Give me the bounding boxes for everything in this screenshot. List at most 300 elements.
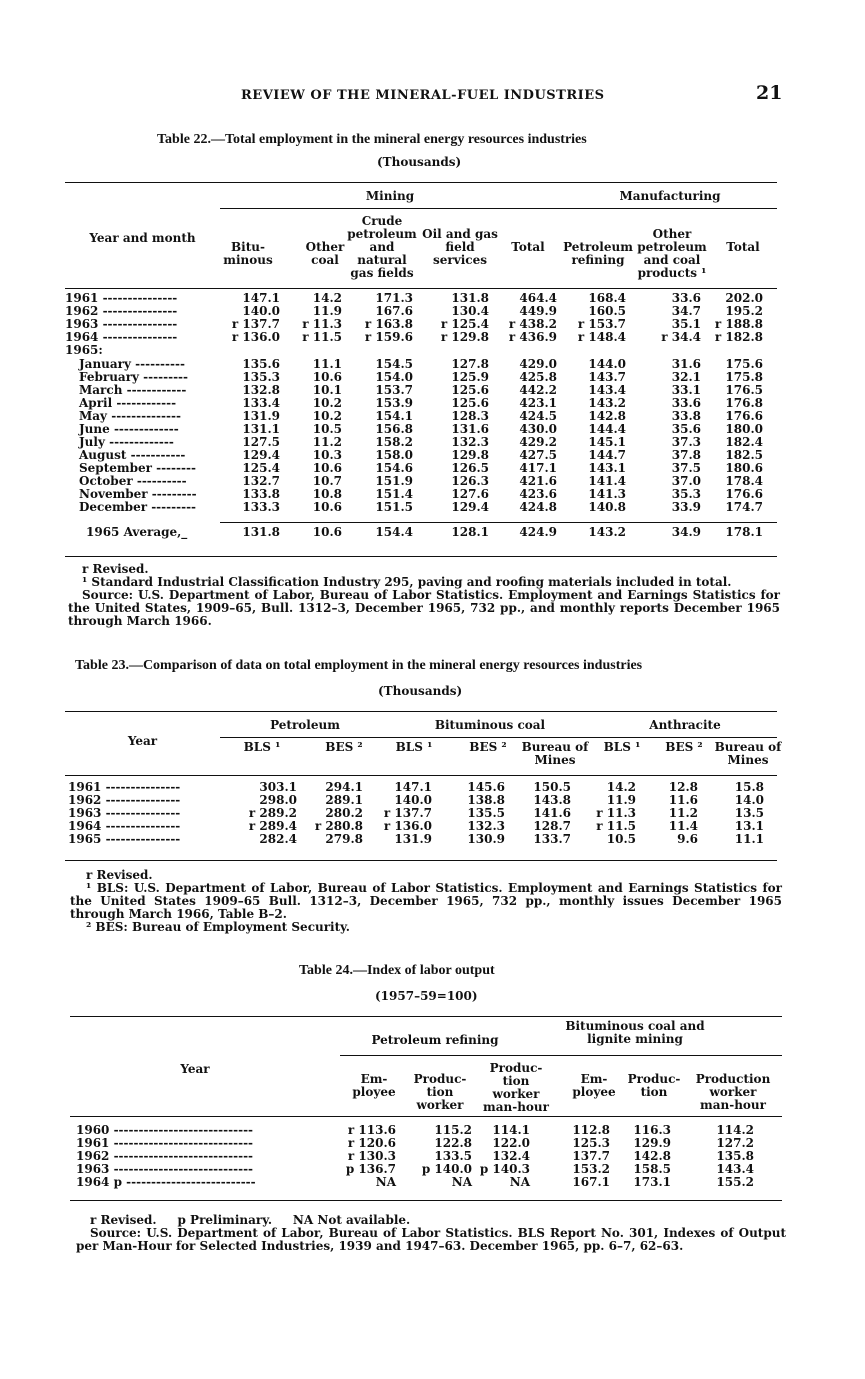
table22-cell: 10.8 <box>312 487 342 501</box>
table22-group-manufacturing: Manufacturing <box>619 189 721 203</box>
table24-cell: 122.0 <box>492 1136 530 1150</box>
table22-cell: 160.5 <box>588 304 626 318</box>
table22-cell: 10.6 <box>312 461 342 475</box>
table23-subtitle: (Thousands) <box>378 684 463 698</box>
table22-cell: 425.8 <box>519 370 557 384</box>
table22-cell: 10.6 <box>312 370 342 384</box>
table24-header-rule <box>70 1116 782 1117</box>
table24-row-label: 1964 p -------------------------- <box>76 1175 256 1189</box>
table24-row-label: 1963 ---------------------------- <box>76 1162 254 1176</box>
table22-col-header-7: Other petroleum and coal products ¹ <box>637 227 707 280</box>
table22-cell: 126.3 <box>451 474 489 488</box>
table22-cell: 130.4 <box>451 304 489 318</box>
table23-cell: r 289.2 <box>248 806 297 820</box>
table24-col-header-5: Produc- tion <box>627 1072 681 1099</box>
table24-row-label: 1962 ---------------------------- <box>76 1149 254 1163</box>
table22-cell: 144.4 <box>588 422 626 436</box>
table22-note-revised: r Revised. <box>82 562 149 576</box>
table24-row-label: 1961 ---------------------------- <box>76 1136 254 1150</box>
table24-cell: p 136.7 <box>345 1162 396 1176</box>
table22-cell: 37.3 <box>671 435 701 449</box>
table22-cell: 154.5 <box>375 357 413 371</box>
table22-cell: 10.2 <box>312 396 342 410</box>
table24-cell: p 140.3 <box>479 1162 530 1176</box>
table24-notes <box>76 1214 786 1253</box>
table22-cell: 11.9 <box>312 304 342 318</box>
table23-group-bituminous: Bituminous coal <box>434 718 546 732</box>
table22-cell: 153.7 <box>375 383 413 397</box>
table22-cell: 158.2 <box>375 435 413 449</box>
table22-cell: r 129.8 <box>440 330 489 344</box>
table22-cell: 35.1 <box>671 317 701 331</box>
table22-cell: 178.4 <box>725 474 763 488</box>
table23-cell: r 136.0 <box>383 819 432 833</box>
table24-cell: 133.5 <box>434 1149 472 1163</box>
table22-col-header-8: Total <box>726 240 760 254</box>
table22-row-label: January ---------- <box>79 357 185 371</box>
table22-note-footnote1: ¹ Standard Industrial Classification Industry 295, paving and roofing materials included in total. <box>82 575 732 589</box>
table22-cell: 176.5 <box>725 383 763 397</box>
table22-cell: 175.6 <box>725 357 763 371</box>
table23-cell: 12.8 <box>668 780 698 794</box>
table22-cell: 131.1 <box>242 422 280 436</box>
table22-cell: 129.4 <box>451 500 489 514</box>
table22-cell: 135.3 <box>242 370 280 384</box>
table23-cell: 143.8 <box>533 793 571 807</box>
table24-cell: 137.7 <box>572 1149 610 1163</box>
table22-cell: 32.1 <box>671 370 701 384</box>
table23-cell: 298.0 <box>259 793 297 807</box>
table22-cell: 131.6 <box>451 422 489 436</box>
table22-cell: 423.1 <box>519 396 557 410</box>
table22-cell: 140.8 <box>588 500 626 514</box>
table22-cell: 151.5 <box>375 500 413 514</box>
table22-cell: 158.0 <box>375 448 413 462</box>
table22-cell: 421.6 <box>519 474 557 488</box>
table22-row-label: May -------------- <box>79 409 181 423</box>
table22-cell: 34.7 <box>671 304 701 318</box>
table23-cell: 280.2 <box>325 806 363 820</box>
table23-cell: 289.1 <box>325 793 363 807</box>
table22-cell: 133.8 <box>242 487 280 501</box>
table22-cell: 33.9 <box>671 500 701 514</box>
table22-cell: 33.6 <box>671 396 701 410</box>
table22-cell: 35.6 <box>671 422 701 436</box>
page-number: 21 <box>756 82 783 104</box>
table22-title: Table 22.—Total employment in the mineral energy resources industries <box>157 132 587 147</box>
table22-cell: 126.5 <box>451 461 489 475</box>
table23-cell: 130.9 <box>467 832 505 846</box>
table24-cell: 158.5 <box>633 1162 671 1176</box>
table22-cell: r 163.8 <box>364 317 413 331</box>
table22-cell: 127.8 <box>451 357 489 371</box>
table22-row-label: November --------- <box>79 487 197 501</box>
table23-cell: 13.5 <box>734 806 764 820</box>
table22-cell: 182.4 <box>725 435 763 449</box>
table24-group-bituminous: Bituminous coal and lignite mining <box>565 1019 705 1046</box>
table22-cell: 423.6 <box>519 487 557 501</box>
table22-cell: 167.6 <box>375 304 413 318</box>
table23-cell: 140.0 <box>394 793 432 807</box>
table23-note-footnote1: ¹ BLS: U.S. Department of Labor, Bureau of Labor Statistics. Employment and Earnings Statistics for the United States 1909–65 Bull. 1312–3, December 1965, 732 pp., monthly issues December 1965 through March 1966, Table B–2. <box>70 881 782 921</box>
table23-notes <box>70 869 782 934</box>
table24-cell: r 130.3 <box>347 1149 396 1163</box>
table24-group-rule <box>340 1055 782 1056</box>
table23-cell: 128.7 <box>533 819 571 833</box>
table22-cell: 10.5 <box>312 422 342 436</box>
table23-header-rule <box>65 775 777 776</box>
table23-col-header-4: BES ² <box>469 740 507 754</box>
table22-col-header-6: Petroleum refining <box>563 240 633 267</box>
table23-cell: 11.2 <box>668 806 698 820</box>
table22-average-cell: 178.1 <box>725 525 763 539</box>
table22-average-cell: 10.6 <box>312 525 342 539</box>
table23-row-label: 1962 --------------- <box>68 793 181 807</box>
table22-cell: r 182.8 <box>714 330 763 344</box>
table22-cell: 133.4 <box>242 396 280 410</box>
table22-cell: 180.6 <box>725 461 763 475</box>
table22-cell: 33.1 <box>671 383 701 397</box>
table22-average-cell: 128.1 <box>451 525 489 539</box>
table24-col-header-2: Produc- tion worker <box>413 1072 467 1112</box>
table23-cell: 11.6 <box>668 793 698 807</box>
table22-cell: 154.1 <box>375 409 413 423</box>
table22-cell: 176.6 <box>725 409 763 423</box>
table22-bottom-rule <box>65 556 777 557</box>
table22-col-header-4: Oil and gas field services <box>422 227 498 267</box>
table23-cell: r 11.3 <box>596 806 636 820</box>
table24-col-header-3: Produc- tion worker man-hour <box>483 1061 549 1114</box>
table22-row-label: July ------------- <box>79 435 174 449</box>
table22-notes <box>68 563 780 628</box>
table22-cell: 195.2 <box>725 304 763 318</box>
table22-cell: 125.9 <box>451 370 489 384</box>
table24-note-source: Source: U.S. Department of Labor, Bureau of Labor Statistics. BLS Report No. 301, Indexes of Output per Man-Hour for Selected Industries, 1939 and 1947–63. December 1965, pp. 6–7, 62–63. <box>76 1226 786 1253</box>
table24-cell: r 120.6 <box>347 1136 396 1150</box>
table24-cell: 129.9 <box>633 1136 671 1150</box>
table22-cell: 37.5 <box>671 461 701 475</box>
table22-cell: 143.4 <box>588 383 626 397</box>
table23-note-footnote2: ² BES: Bureau of Employment Security. <box>86 920 350 934</box>
table22-cell: 143.2 <box>588 396 626 410</box>
table22-cell: 128.3 <box>451 409 489 423</box>
table23-cell: 11.1 <box>734 832 764 846</box>
table22-row-label: March ------------ <box>79 383 187 397</box>
table22-subtitle: (Thousands) <box>377 155 462 169</box>
table22-row-label: April ------------ <box>79 396 177 410</box>
table23-note-revised: r Revised. <box>86 868 153 882</box>
table22-cell: 10.3 <box>312 448 342 462</box>
table22-cell: 143.1 <box>588 461 626 475</box>
table22-cell: 10.1 <box>312 383 342 397</box>
table23-cell: 132.3 <box>467 819 505 833</box>
table24-cell: 167.1 <box>572 1175 610 1189</box>
table24-stub-header: Year <box>180 1062 210 1076</box>
table23-cell: r 289.4 <box>248 819 297 833</box>
table22-cell: 35.3 <box>671 487 701 501</box>
table24-row <box>76 1176 790 1189</box>
table23-col-header-6: BLS ¹ <box>603 740 641 754</box>
table24-cell: 115.2 <box>434 1123 472 1137</box>
table24-cell: 173.1 <box>633 1175 671 1189</box>
table24-cell: 114.2 <box>716 1123 754 1137</box>
table22-cell: 135.6 <box>242 357 280 371</box>
table22-stub-header: Year and month <box>89 231 196 245</box>
table22-average-cell: 34.9 <box>671 525 701 539</box>
table22-cell: 33.6 <box>671 291 701 305</box>
table24-cell: 125.3 <box>572 1136 610 1150</box>
table22-average-row <box>65 526 790 539</box>
table22-cell: 144.0 <box>588 357 626 371</box>
table23-cell: 145.6 <box>467 780 505 794</box>
table24-cell: NA <box>375 1175 396 1189</box>
table22-cell: r 436.9 <box>508 330 557 344</box>
table24-cell: p 140.0 <box>421 1162 472 1176</box>
table22-average-cell: 424.9 <box>519 525 557 539</box>
table22-row-label: 1961 --------------- <box>65 291 178 305</box>
table22-cell: 127.5 <box>242 435 280 449</box>
table22-cell: 14.2 <box>312 291 342 305</box>
table22-group-mining: Mining <box>365 189 415 203</box>
table23-group-petroleum: Petroleum <box>270 718 340 732</box>
table23-cell: 138.8 <box>467 793 505 807</box>
table22-cell: 168.4 <box>588 291 626 305</box>
table22-cell: 151.9 <box>375 474 413 488</box>
table22-col-header-2: Other coal <box>305 240 345 267</box>
table23-cell: 14.0 <box>734 793 764 807</box>
table22-row-label: September -------- <box>79 461 196 475</box>
table23-cell: 15.8 <box>734 780 764 794</box>
table24-cell: 132.4 <box>492 1149 530 1163</box>
table23-group-rule <box>220 737 777 738</box>
table22-col-header-1: Bitu- minous <box>223 240 273 267</box>
table22-cell: 182.5 <box>725 448 763 462</box>
table23-col-header-7: BES ² <box>665 740 703 754</box>
table22-cell: 176.8 <box>725 396 763 410</box>
table23-group-anthracite: Anthracite <box>649 718 721 732</box>
table22-cell: 125.6 <box>451 396 489 410</box>
table22-cell: 133.3 <box>242 500 280 514</box>
table23-row <box>68 833 790 846</box>
table22-row-label: 1964 --------------- <box>65 330 178 344</box>
running-head: REVIEW OF THE MINERAL-FUEL INDUSTRIES <box>241 88 605 103</box>
table23-cell: 141.6 <box>533 806 571 820</box>
table22-row-label: December --------- <box>79 500 197 514</box>
table22-cell: 429.2 <box>519 435 557 449</box>
table22-row-label: 1965: <box>65 343 103 357</box>
table22-cell: r 137.7 <box>231 317 280 331</box>
table22-cell: r 34.4 <box>661 330 701 344</box>
table22-row <box>65 331 790 344</box>
table22-cell: 429.0 <box>519 357 557 371</box>
table23-cell: 150.5 <box>533 780 571 794</box>
table22-cell: r 188.8 <box>714 317 763 331</box>
table22-cell: 147.1 <box>242 291 280 305</box>
table24-top-rule <box>70 1016 782 1017</box>
table23-cell: 282.4 <box>259 832 297 846</box>
table22-row-label: June ------------- <box>79 422 179 436</box>
table22-cell: 143.7 <box>588 370 626 384</box>
table22-header-rule <box>65 288 777 289</box>
table22-cell: 10.2 <box>312 409 342 423</box>
table22-cell: 141.4 <box>588 474 626 488</box>
table22-cell: 449.9 <box>519 304 557 318</box>
table22-average-cell: 154.4 <box>375 525 413 539</box>
table23-cell: 11.9 <box>606 793 636 807</box>
table22-average-rule <box>220 522 777 523</box>
table22-cell: 125.4 <box>242 461 280 475</box>
table22-cell: 154.6 <box>375 461 413 475</box>
table24-cell: 112.8 <box>572 1123 610 1137</box>
table23-cell: 279.8 <box>325 832 363 846</box>
table23-col-header-1: BLS ¹ <box>243 740 281 754</box>
table22-average-label: 1965 Average,_ <box>86 525 188 539</box>
table22-cell: 442.2 <box>519 383 557 397</box>
table22-row-label: August ----------- <box>79 448 186 462</box>
table24-cell: 135.8 <box>716 1149 754 1163</box>
table22-average-cell: 131.8 <box>242 525 280 539</box>
table23-cell: 133.7 <box>533 832 571 846</box>
table24-cell: r 113.6 <box>347 1123 396 1137</box>
table23-col-header-8: Bureau of Mines <box>714 740 782 767</box>
table22-cell: 141.3 <box>588 487 626 501</box>
table22-cell: 153.9 <box>375 396 413 410</box>
table23-cell: 9.6 <box>677 832 698 846</box>
table22-group-rule <box>220 208 777 209</box>
table22-col-header-3: Crude petroleum and natural gas fields <box>347 214 417 280</box>
table23-top-rule <box>65 711 777 712</box>
table23-col-header-3: BLS ¹ <box>395 740 433 754</box>
table22-cell: 142.8 <box>588 409 626 423</box>
table22-cell: 202.0 <box>725 291 763 305</box>
table22-cell: 156.8 <box>375 422 413 436</box>
table23-cell: 10.5 <box>606 832 636 846</box>
table22-row-label: October ---------- <box>79 474 187 488</box>
table22-cell: 132.8 <box>242 383 280 397</box>
table22-cell: 131.8 <box>451 291 489 305</box>
table24-cell: 143.4 <box>716 1162 754 1176</box>
table22-cell: 424.5 <box>519 409 557 423</box>
table24-col-header-6: Production worker man-hour <box>695 1072 771 1112</box>
table22-cell: 37.0 <box>671 474 701 488</box>
table22-cell: 11.2 <box>312 435 342 449</box>
table24-row-label: 1960 ---------------------------- <box>76 1123 254 1137</box>
table22-col-header-5: Total <box>511 240 545 254</box>
table22-cell: 37.8 <box>671 448 701 462</box>
table22-cell: 154.0 <box>375 370 413 384</box>
table24-cell: 114.1 <box>492 1123 530 1137</box>
table22-cell: 10.6 <box>312 500 342 514</box>
table24-col-header-4: Em- ployee <box>572 1072 616 1099</box>
table23-cell: 303.1 <box>259 780 297 794</box>
table23-cell: 147.1 <box>394 780 432 794</box>
table22-cell: 464.4 <box>519 291 557 305</box>
table24-cell: 116.3 <box>633 1123 671 1137</box>
table22-cell: 129.8 <box>451 448 489 462</box>
table22-cell: 127.6 <box>451 487 489 501</box>
table22-top-rule <box>65 182 777 183</box>
table22-cell: r 159.6 <box>364 330 413 344</box>
table23-cell: r 280.8 <box>314 819 363 833</box>
table22-cell: r 11.5 <box>302 330 342 344</box>
table24-group-petroleum-refining: Petroleum refining <box>371 1033 499 1047</box>
table22-row <box>65 344 790 357</box>
table23-cell: 135.5 <box>467 806 505 820</box>
table22-cell: 176.6 <box>725 487 763 501</box>
table22-cell: 140.0 <box>242 304 280 318</box>
table23-cell: 294.1 <box>325 780 363 794</box>
table23-cell: r 11.5 <box>596 819 636 833</box>
table22-row-label: 1962 --------------- <box>65 304 178 318</box>
table22-cell: 151.4 <box>375 487 413 501</box>
table24-cell: NA <box>509 1175 530 1189</box>
table23-cell: r 137.7 <box>383 806 432 820</box>
table22-cell: 430.0 <box>519 422 557 436</box>
table24-col-header-1: Em- ployee <box>352 1072 396 1099</box>
table22-cell: r 11.3 <box>302 317 342 331</box>
table22-cell: 144.7 <box>588 448 626 462</box>
table23-row-label: 1961 --------------- <box>68 780 181 794</box>
table23-title: Table 23.—Comparison of data on total employment in the mineral energy resources industries <box>75 658 643 673</box>
table22-cell: 129.4 <box>242 448 280 462</box>
table24-subtitle: (1957–59=100) <box>375 989 478 1003</box>
table22-cell: 132.7 <box>242 474 280 488</box>
table23-bottom-rule <box>65 860 777 861</box>
table23-stub-header: Year <box>127 734 158 748</box>
table22-cell: r 148.4 <box>577 330 626 344</box>
table22-cell: 174.7 <box>725 500 763 514</box>
table22-cell: 10.7 <box>312 474 342 488</box>
table22-cell: r 136.0 <box>231 330 280 344</box>
table22-row <box>65 501 790 514</box>
table23-row-label: 1963 --------------- <box>68 806 181 820</box>
table22-average-cell: 143.2 <box>588 525 626 539</box>
table24-cell: 122.8 <box>434 1136 472 1150</box>
table22-cell: 131.9 <box>242 409 280 423</box>
table22-cell: 125.6 <box>451 383 489 397</box>
table22-cell: 132.3 <box>451 435 489 449</box>
table23-cell: 131.9 <box>394 832 432 846</box>
table22-cell: 175.8 <box>725 370 763 384</box>
table22-cell: 31.6 <box>671 357 701 371</box>
table23-cell: 14.2 <box>606 780 636 794</box>
table22-cell: 145.1 <box>588 435 626 449</box>
table22-cell: r 438.2 <box>508 317 557 331</box>
table22-cell: 11.1 <box>312 357 342 371</box>
table22-cell: r 153.7 <box>577 317 626 331</box>
table24-cell: 155.2 <box>716 1175 754 1189</box>
table22-cell: 424.8 <box>519 500 557 514</box>
table23-row-label: 1965 --------------- <box>68 832 181 846</box>
table24-cell: 153.2 <box>572 1162 610 1176</box>
table23-col-header-5: Bureau of Mines <box>521 740 589 767</box>
table22-cell: r 125.4 <box>440 317 489 331</box>
table23-cell: 13.1 <box>734 819 764 833</box>
table24-note-abbrev: r Revised. p Preliminary. NA Not available. <box>90 1213 411 1227</box>
table24-cell: 127.2 <box>716 1136 754 1150</box>
table24-bottom-rule <box>70 1200 782 1201</box>
table23-col-header-2: BES ² <box>325 740 363 754</box>
table22-cell: 427.5 <box>519 448 557 462</box>
table22-row-label: February --------- <box>79 370 189 384</box>
table23-row-label: 1964 --------------- <box>68 819 181 833</box>
table22-row-label: 1963 --------------- <box>65 317 178 331</box>
table22-cell: 417.1 <box>519 461 557 475</box>
table24-cell: 142.8 <box>633 1149 671 1163</box>
table23-cell: 11.4 <box>668 819 698 833</box>
table22-note-source: Source: U.S. Department of Labor, Bureau of Labor Statistics. Employment and Earnings Statistics for the United States, 1909–65, Bull. 1312–3, December 1965, 732 pp., and monthly reports December 1965 through March 1966. <box>68 588 780 628</box>
table22-cell: 171.3 <box>375 291 413 305</box>
